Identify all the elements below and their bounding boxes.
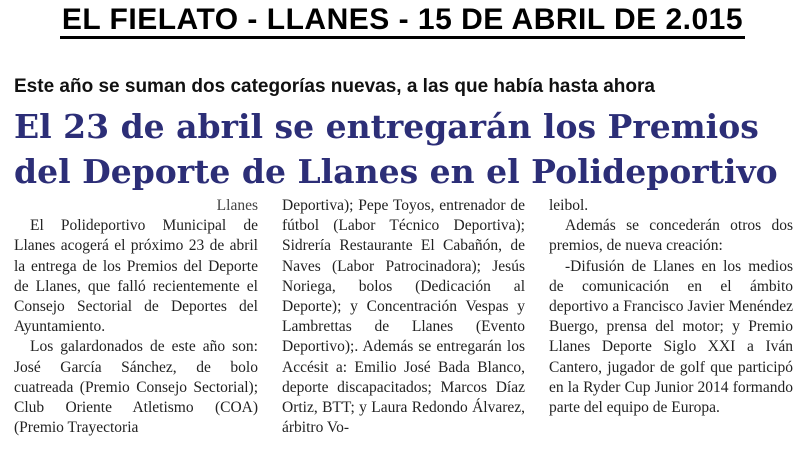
paragraph: leibol. bbox=[549, 197, 589, 214]
paragraph: El Polideportivo Municipal de Llanes acogerá el próximo 23 de abril la entrega de los Premios del Deporte de Llanes, que falló recientemente el Consejo Sectorial de Deportes del Ayuntamiento. bbox=[14, 217, 258, 336]
paragraph: Deportiva); Pepe Toyos, entrenador de fútbol (Labor Técnico Deportiva); Sidrería Restaurante El Cabañón, de Naves (Labor Patrocinadora); Jesús Noriega, bolos (Dedicación al Deporte); y Concentración Vespas y Lambrettas de Llanes (Evento Deportivo);. Además se entregarán los Accésit a: Emilio José Bada Blanco, deporte discapacitados; Marcos Díaz Ortiz, BTT; y Laura Redondo Álvarez, árbitro Vo- bbox=[282, 197, 525, 437]
paragraph: Los galardonados de este año son: José García Sánchez, de bolo cuatreada (Premio Consejo Sectorial); Club Oriente Atletismo (COA) (Premio Trayectoria bbox=[14, 338, 258, 437]
masthead bbox=[0, 2, 805, 38]
paragraph: Además se concederán otros dos premios, de nueva creación: bbox=[549, 217, 793, 255]
dateline: Llanes bbox=[216, 197, 258, 214]
article-headline bbox=[14, 104, 804, 194]
paragraph: -Difusión de Llanes en los medios de comunicación en el ámbito deportivo a Francisco Javier Menéndez Buergo, prensa del motor; y Premio Llanes Deporte Siglo XXI a Iván Cantero, jugador de golf que participó en la Ryder Cup Junior 2014 formando parte del equipo de Europa. bbox=[549, 257, 793, 417]
masthead-text: EL FIELATO - LLANES - 15 DE ABRIL DE 2.015 bbox=[60, 3, 745, 39]
article-kicker: Este año se suman dos categorías nuevas, a las que había hasta ahora bbox=[14, 76, 655, 97]
headline-line-2: del Deporte de Llanes en el Polideportivo bbox=[14, 152, 778, 191]
article-column-1 bbox=[14, 196, 258, 475]
headline-line-1: El 23 de abril se entregarán los Premios bbox=[14, 107, 759, 146]
article-column-2 bbox=[282, 196, 525, 475]
article-column-3 bbox=[549, 196, 793, 475]
